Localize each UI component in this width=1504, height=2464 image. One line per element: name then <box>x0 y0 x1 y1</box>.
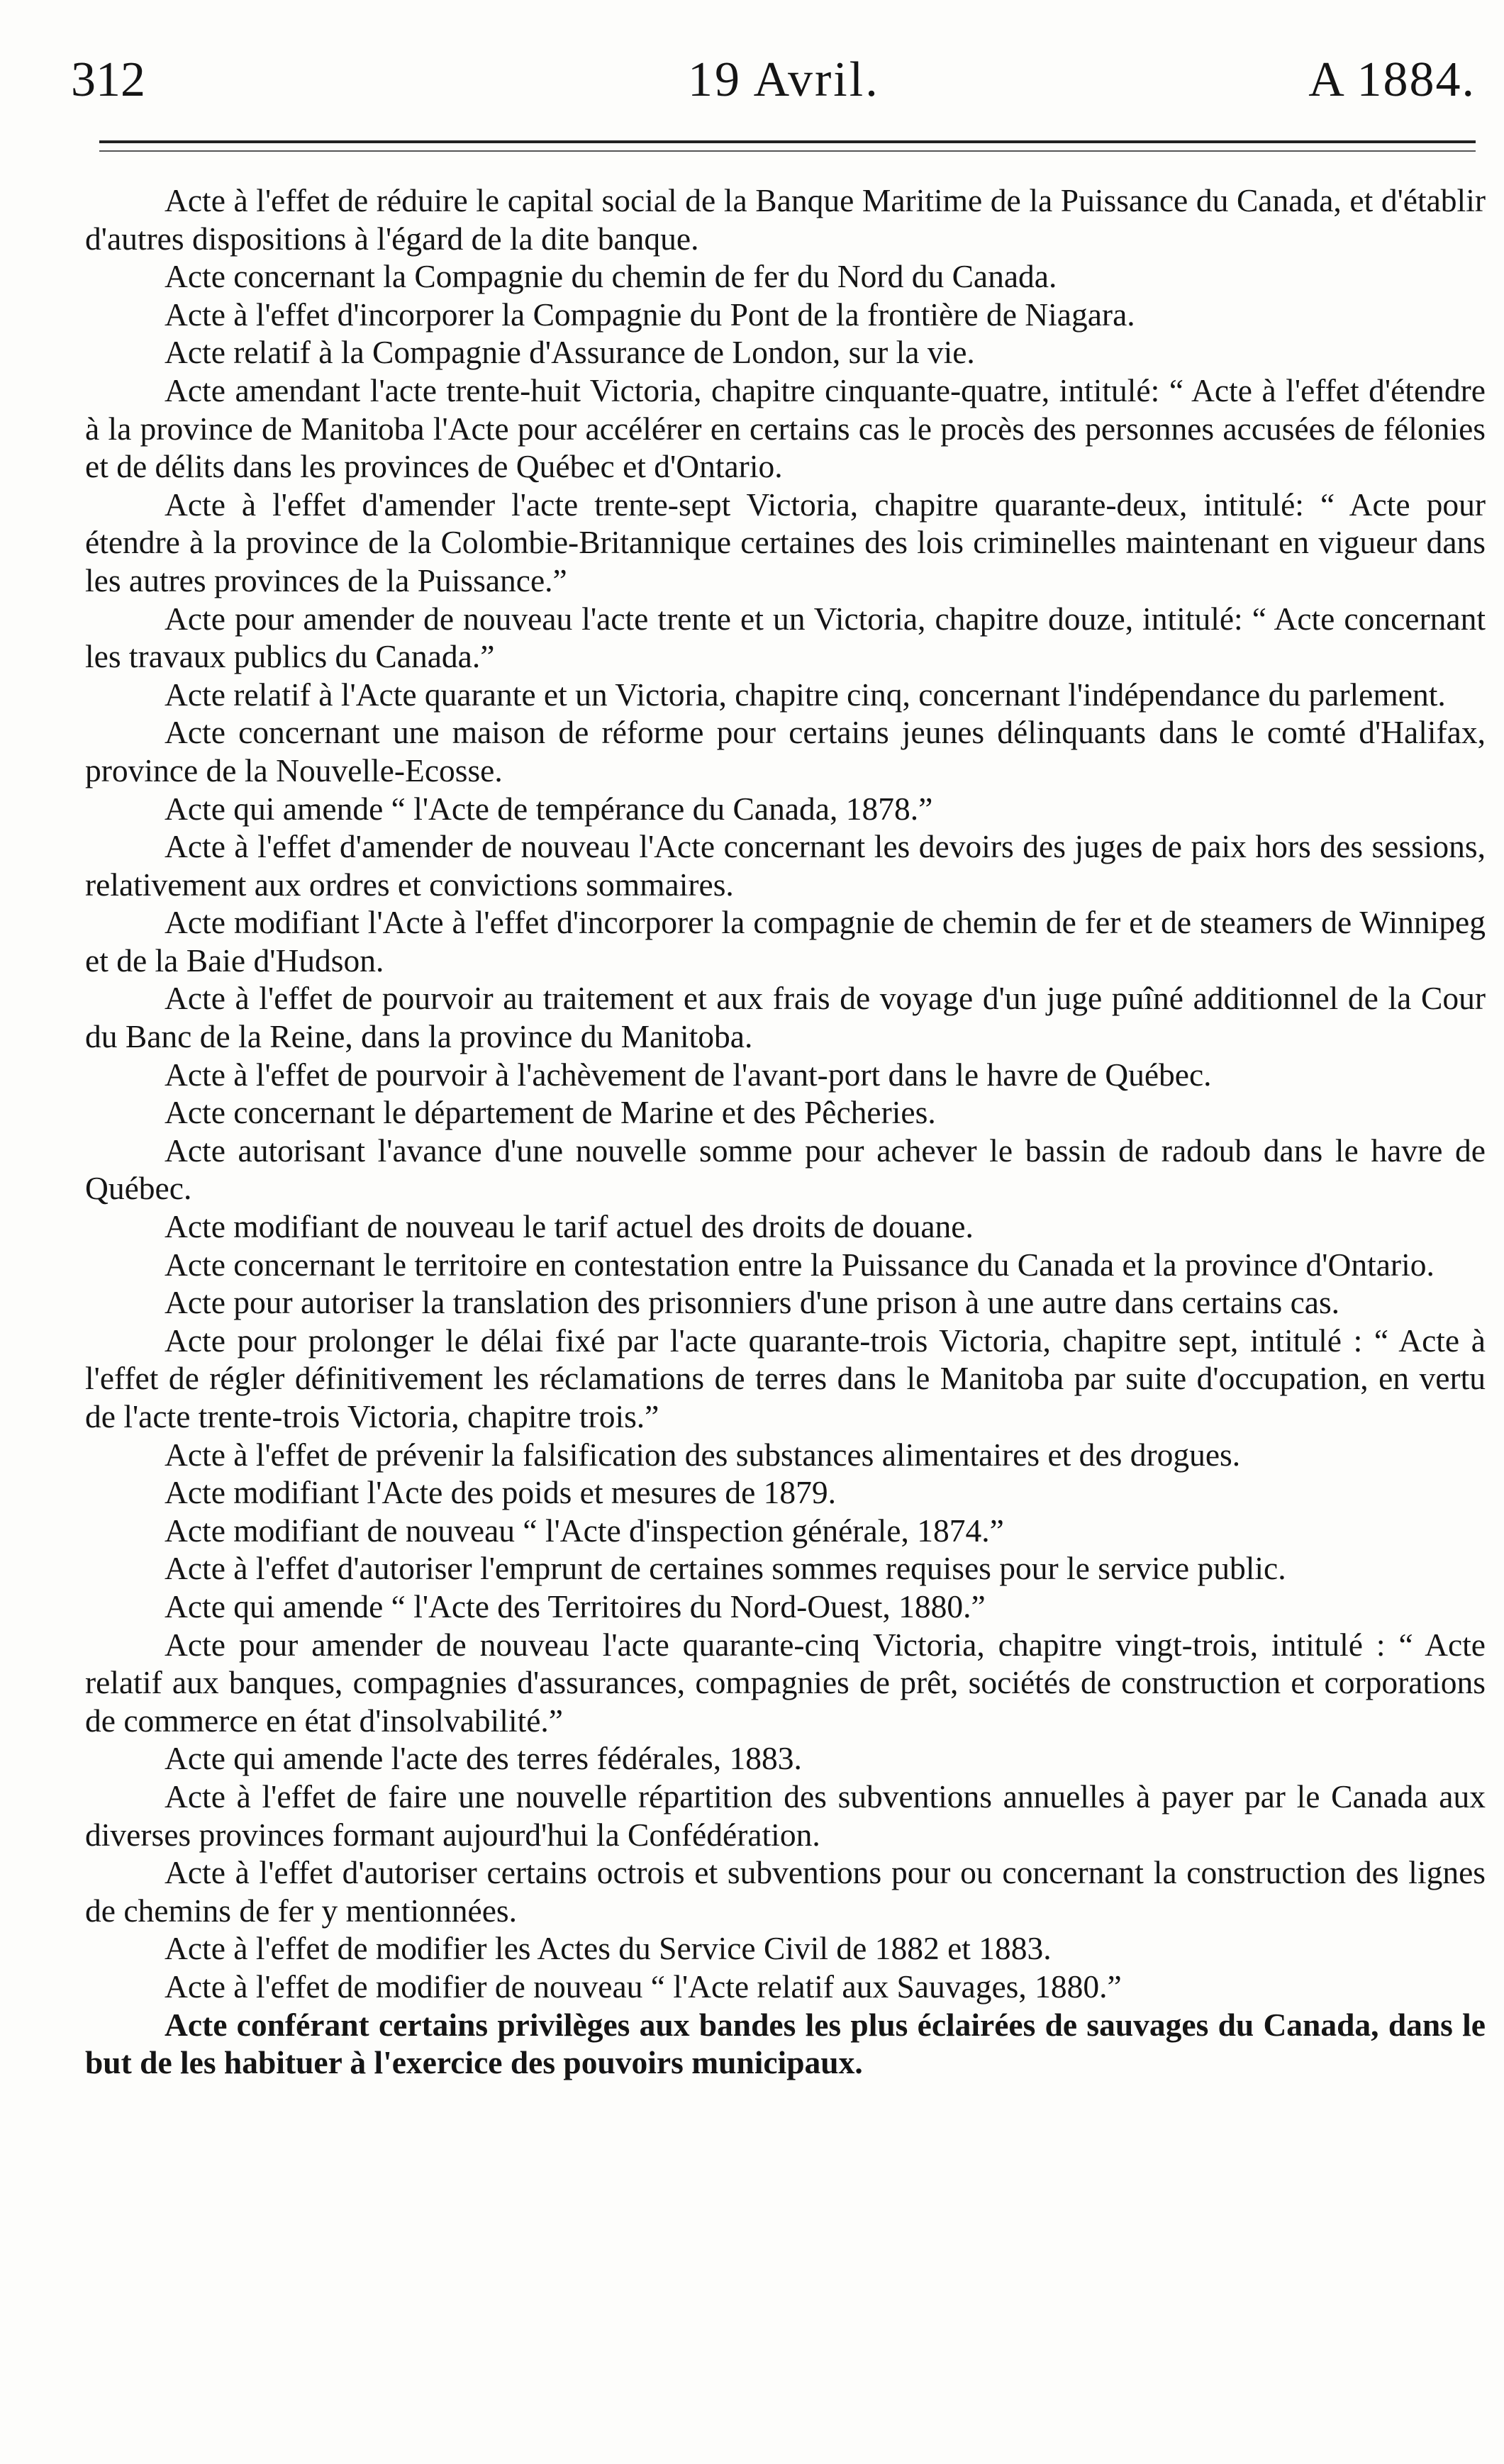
act-entry: Acte concernant une maison de réforme pour certains jeunes délinquants dans le comté d'Halifax, province de la Nouvelle-Ecosse. <box>85 714 1486 788</box>
act-entry: Acte à l'effet de réduire le capital social de la Banque Maritime de la Puissance du Canada, et d'établir d'autres dispositions à l'égard de la dite banque. <box>85 182 1486 257</box>
page-year: A 1884. <box>1308 52 1476 107</box>
act-entry: Acte autorisant l'avance d'une nouvelle somme pour achever le bassin de radoub dans le havre de Québec. <box>85 1132 1486 1207</box>
act-entry: Acte relatif à la Compagnie d'Assurance de London, sur la vie. <box>165 334 975 371</box>
act-entry: Acte relatif à l'Acte quarante et un Victoria, chapitre cinq, concernant l'indépendance du parlement. <box>165 676 1446 713</box>
act-entry: Acte à l'effet d'amender de nouveau l'Acte concernant les devoirs des juges de paix hors des sessions, relativement aux ordres et convictions sommaires. <box>85 828 1486 903</box>
act-entry: Acte pour autoriser la translation des prisonniers d'une prison à une autre dans certains cas. <box>165 1284 1340 1321</box>
act-entry: Acte modifiant de nouveau “ l'Acte d'inspection générale, 1874.” <box>165 1512 1004 1549</box>
act-entry: Acte à l'effet de pourvoir à l'achèvement de l'avant-port dans le havre de Québec. <box>165 1056 1212 1093</box>
act-entry: Acte pour amender de nouveau l'acte trente et un Victoria, chapitre douze, intitulé: “ Acte concernant les travaux publics du Canada.” <box>85 600 1486 675</box>
header-rule-thin <box>99 150 1476 152</box>
act-entry: Acte pour amender de nouveau l'acte quarante-cinq Victoria, chapitre vingt-trois, intitulé : “ Acte relatif aux banques, compagnies d'assurances, compagnies de prêt, sociétés de construction et corporations de commerce en état d'insolvabilité.” <box>85 1626 1486 1739</box>
act-entry: Acte amendant l'acte trente-huit Victoria, chapitre cinquante-quatre, intitulé: “ Acte à l'effet d'étendre à la province de Manitoba l'Acte pour accélérer en certains cas le procès des personnes accusées de félonies et de délits dans les provinces de Québec et d'Ontario. <box>85 372 1486 485</box>
act-entry-final: Acte conférant certains privilèges aux bandes les plus éclairées de sauvages du Canada, dans le but de les habituer à l'exercice des pouvoirs municipaux. <box>85 2006 1486 2081</box>
act-entry: Acte modifiant de nouveau le tarif actuel des droits de douane. <box>165 1208 974 1245</box>
act-entry: Acte qui amende “ l'Acte de tempérance du Canada, 1878.” <box>165 790 933 827</box>
running-head <box>71 41 1476 119</box>
act-entry: Acte modifiant l'Acte des poids et mesures de 1879. <box>165 1474 837 1511</box>
act-entry: Acte concernant le territoire en contestation entre la Puissance du Canada et la province d'Ontario. <box>165 1246 1435 1283</box>
act-entry: Acte à l'effet d'autoriser l'emprunt de certaines sommes requises pour le service public. <box>165 1550 1286 1587</box>
page-number: 312 <box>71 52 145 107</box>
page-date: 19 Avril. <box>688 52 880 107</box>
act-entry: Acte à l'effet d'incorporer la Compagnie du Pont de la frontière de Niagara. <box>165 296 1135 333</box>
acts-list <box>85 182 1486 2082</box>
act-entry: Acte à l'effet d'amender l'acte trente-sept Victoria, chapitre quarante-deux, intitulé: “ Acte pour étendre à la province de la Colombie-Britannique certaines des lois criminelles maintenant en vigueur dans les autres provinces de la Puissance.” <box>85 486 1486 598</box>
act-entry: Acte concernant la Compagnie du chemin de fer du Nord du Canada. <box>165 258 1057 295</box>
act-entry: Acte concernant le département de Marine et des Pêcheries. <box>165 1094 936 1131</box>
act-entry: Acte à l'effet de modifier de nouveau “ l'Acte relatif aux Sauvages, 1880.” <box>165 1968 1122 2005</box>
act-entry: Acte qui amende “ l'Acte des Territoires du Nord-Ouest, 1880.” <box>165 1588 986 1624</box>
header-rule <box>99 140 1476 143</box>
act-entry: Acte à l'effet de pourvoir au traitement et aux frais de voyage d'un juge puîné additionnel de la Cour du Banc de la Reine, dans la province du Manitoba. <box>85 980 1486 1055</box>
act-entry: Acte qui amende l'acte des terres fédérales, 1883. <box>165 1740 802 1777</box>
act-entry: Acte à l'effet de faire une nouvelle répartition des subventions annuelles à payer par le Canada aux diverses provinces formant aujourd'hui la Confédération. <box>85 1778 1486 1853</box>
act-entry: Acte à l'effet de modifier les Actes du Service Civil de 1882 et 1883. <box>165 1930 1052 1967</box>
act-entry: Acte modifiant l'Acte à l'effet d'incorporer la compagnie de chemin de fer et de steamers de Winnipeg et de la Baie d'Hudson. <box>85 904 1486 979</box>
act-entry: Acte à l'effet d'autoriser certains octrois et subventions pour ou concernant la construction des lignes de chemins de fer y mentionnées. <box>85 1854 1486 1929</box>
act-entry: Acte pour prolonger le délai fixé par l'acte quarante-trois Victoria, chapitre sept, intitulé : “ Acte à l'effet de régler définitivement les réclamations de terres dans le Manitoba par suite d'occupation, en vertu de l'acte trente-trois Victoria, chapitre trois.” <box>85 1322 1486 1434</box>
act-entry: Acte à l'effet de prévenir la falsification des substances alimentaires et des drogues. <box>165 1436 1241 1473</box>
